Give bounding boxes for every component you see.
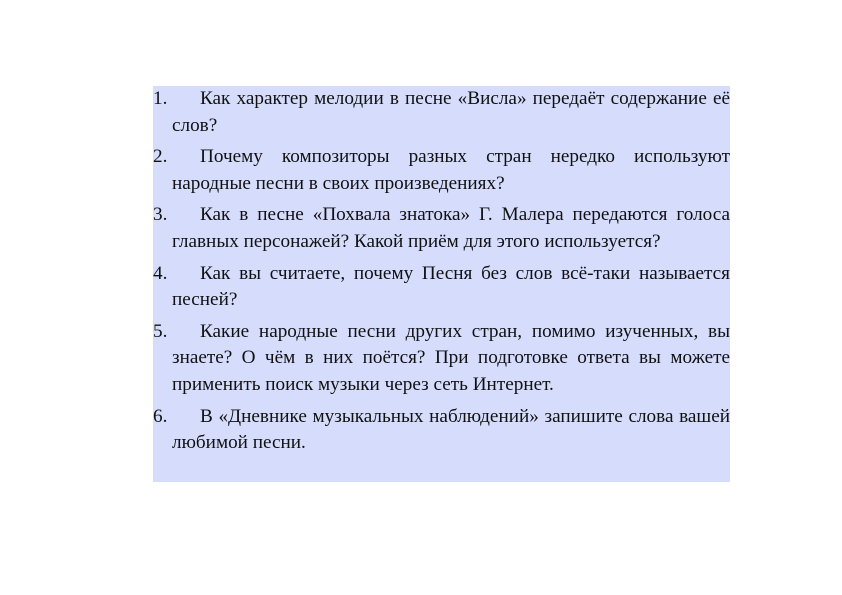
item-text: Как вы считаете, почему Песня без слов всё-таки называется песней? [172,262,730,311]
item-text: Какие народные песни других стран, помимо изученных, вы знаете? О чём в них поётся? При подготовке ответа вы можете применить поиск музыки через сеть Интернет. [172,320,730,395]
list-item [153,202,730,255]
item-text: Как в песне «Похвала знатока» Г. Малера передаются голоса главных персонажей? Какой приём для этого используется? [172,204,730,252]
item-number: 3. [153,204,168,226]
list-item [153,144,730,197]
list-item [153,261,730,314]
item-text: Почему композиторы разных стран нередко используют народные песни в своих произведениях? [172,146,730,194]
list-item [153,404,730,457]
item-text: В «Дневнике музыкальных наблюдений» запишите слова вашей любимой песни. [172,405,730,454]
question-list [153,86,730,482]
item-text: Как характер мелодии в песне «Висла» передаёт содержание её слов? [172,88,730,136]
item-number: 5. [153,320,168,342]
item-number: 1. [153,88,168,109]
list-item [153,86,730,139]
item-number: 6. [153,405,168,427]
item-number: 2. [153,146,168,168]
item-number: 4. [153,262,168,284]
list-item [153,319,730,399]
